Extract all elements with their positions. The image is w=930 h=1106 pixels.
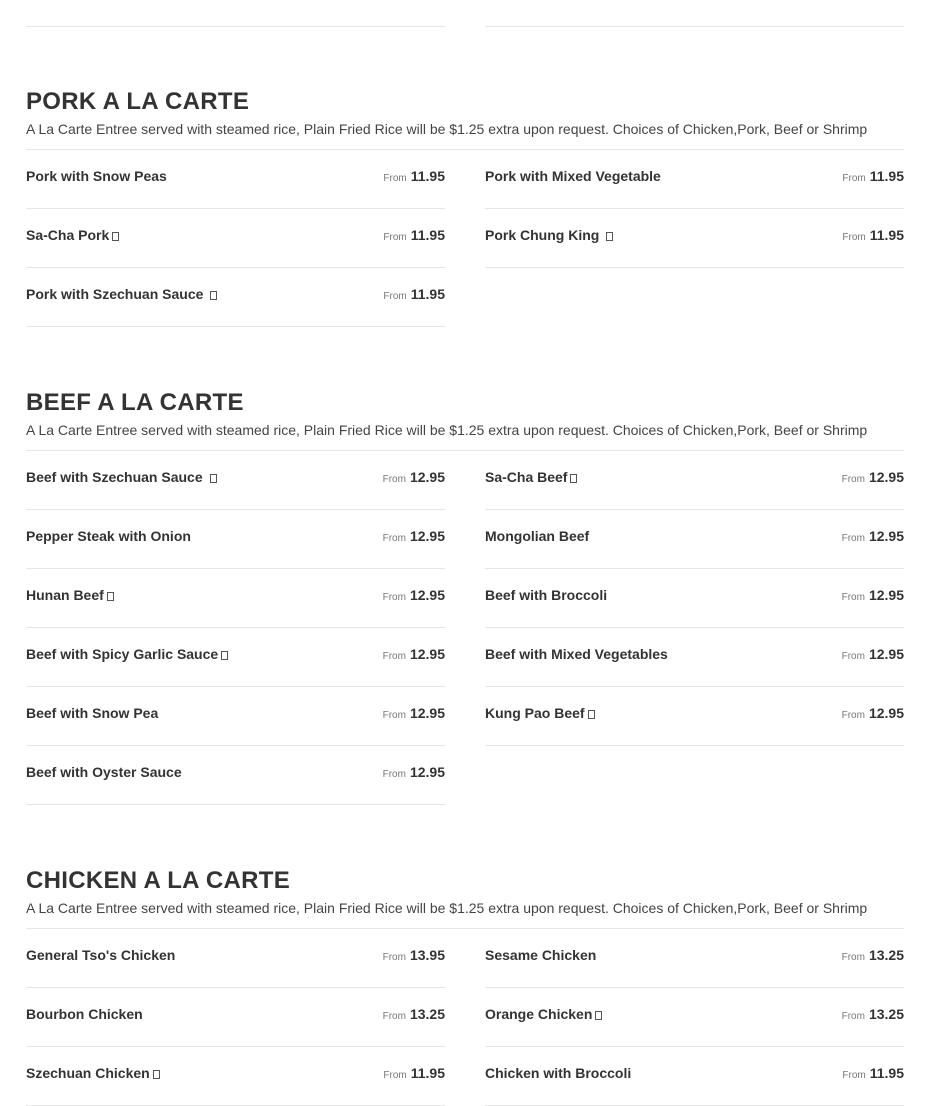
item-name: Bourbon Chicken <box>26 1006 143 1022</box>
menu-item[interactable] <box>26 746 445 805</box>
spicy-icon <box>210 291 217 300</box>
menu-item[interactable] <box>485 209 904 268</box>
item-price: From 12.95 <box>382 764 445 780</box>
section-title: PORK A LA CARTE <box>26 88 250 115</box>
item-name: Orange Chicken <box>485 1006 602 1022</box>
item-price: From 11.95 <box>383 168 445 184</box>
item-name: Kung Pao Beef <box>485 705 595 721</box>
menu-item-partial[interactable] <box>485 0 904 27</box>
item-name: Hunan Beef <box>26 587 114 603</box>
spicy-icon <box>153 1070 160 1079</box>
menu-item[interactable] <box>485 929 904 988</box>
menu-item-partial[interactable] <box>26 0 445 27</box>
spicy-icon <box>588 710 595 719</box>
item-price: From 11.95 <box>842 168 904 184</box>
item-price: From 13.25 <box>841 1006 904 1022</box>
item-name: Beef with Snow Pea <box>26 705 159 721</box>
spicy-icon <box>210 474 217 483</box>
item-name: Mongolian Beef <box>485 528 590 544</box>
item-name: Pork Chung King <box>485 227 613 243</box>
section-description: A La Carte Entree served with steamed rice, Plain Fried Rice will be $1.25 extra upon request. Choices of Chicken,Pork, Beef or Shrimp <box>26 900 868 916</box>
item-name: Beef with Szechuan Sauce <box>26 469 217 485</box>
section-description: A La Carte Entree served with steamed rice, Plain Fried Rice will be $1.25 extra upon request. Choices of Chicken,Pork, Beef or Shrimp <box>26 121 868 137</box>
item-price: From 12.95 <box>382 528 445 544</box>
item-name: Pork with Mixed Vegetable <box>485 168 661 184</box>
item-price: From 12.95 <box>382 587 445 603</box>
item-price: From 12.95 <box>841 705 904 721</box>
menu-item[interactable] <box>485 510 904 569</box>
menu-item[interactable] <box>485 569 904 628</box>
menu-item[interactable] <box>26 150 445 209</box>
item-price: From 12.95 <box>841 587 904 603</box>
item-price: From 11.95 <box>383 286 445 302</box>
spicy-icon <box>112 232 119 241</box>
item-name: Chicken with Broccoli <box>485 1065 632 1081</box>
menu-item[interactable] <box>485 687 904 746</box>
menu-item[interactable] <box>26 569 445 628</box>
item-price: From 12.95 <box>382 469 445 485</box>
item-name: Szechuan Chicken <box>26 1065 160 1081</box>
menu-item[interactable] <box>485 451 904 510</box>
item-name: Pork with Szechuan Sauce <box>26 286 217 302</box>
item-name: Beef with Broccoli <box>485 587 608 603</box>
item-name: Sa-Cha Beef <box>485 469 577 485</box>
item-name: Sa-Cha Pork <box>26 227 119 243</box>
item-name: Sesame Chicken <box>485 947 597 963</box>
item-price: From 13.25 <box>382 1006 445 1022</box>
menu-item[interactable] <box>485 150 904 209</box>
item-price: From 13.25 <box>841 947 904 963</box>
spicy-icon <box>107 592 114 601</box>
item-price: From 12.95 <box>841 469 904 485</box>
menu-item[interactable] <box>26 628 445 687</box>
item-name: Beef with Oyster Sauce <box>26 764 182 780</box>
item-price: From 12.95 <box>841 646 904 662</box>
item-name: Pepper Steak with Onion <box>26 528 191 544</box>
menu-item[interactable] <box>26 929 445 988</box>
item-price: From 13.95 <box>382 947 445 963</box>
section-title: CHICKEN A LA CARTE <box>26 867 291 894</box>
section-title: BEEF A LA CARTE <box>26 389 244 416</box>
spicy-icon <box>570 474 577 483</box>
menu-item[interactable] <box>26 988 445 1047</box>
spicy-icon <box>606 232 613 241</box>
item-name: Beef with Spicy Garlic Sauce <box>26 646 228 662</box>
item-price: From 12.95 <box>841 528 904 544</box>
item-name: Beef with Mixed Vegetables <box>485 646 668 662</box>
item-price: From 12.95 <box>382 705 445 721</box>
menu-item[interactable] <box>26 268 445 327</box>
item-price: From 12.95 <box>382 646 445 662</box>
item-price: From 11.95 <box>842 227 904 243</box>
menu-item[interactable] <box>485 628 904 687</box>
item-price: From 11.95 <box>383 1065 445 1081</box>
item-name: Pork with Snow Peas <box>26 168 167 184</box>
menu-item[interactable] <box>26 687 445 746</box>
menu-item[interactable] <box>26 1047 445 1106</box>
item-price: From 11.95 <box>842 1065 904 1081</box>
section-description: A La Carte Entree served with steamed rice, Plain Fried Rice will be $1.25 extra upon request. Choices of Chicken,Pork, Beef or Shrimp <box>26 422 868 438</box>
menu-item[interactable] <box>485 1047 904 1106</box>
menu-item[interactable] <box>26 510 445 569</box>
menu-item[interactable] <box>485 988 904 1047</box>
spicy-icon <box>221 651 228 660</box>
item-price: From 11.95 <box>383 227 445 243</box>
menu-item[interactable] <box>26 451 445 510</box>
item-name: General Tso's Chicken <box>26 947 176 963</box>
menu-item[interactable] <box>26 209 445 268</box>
spicy-icon <box>595 1011 602 1020</box>
